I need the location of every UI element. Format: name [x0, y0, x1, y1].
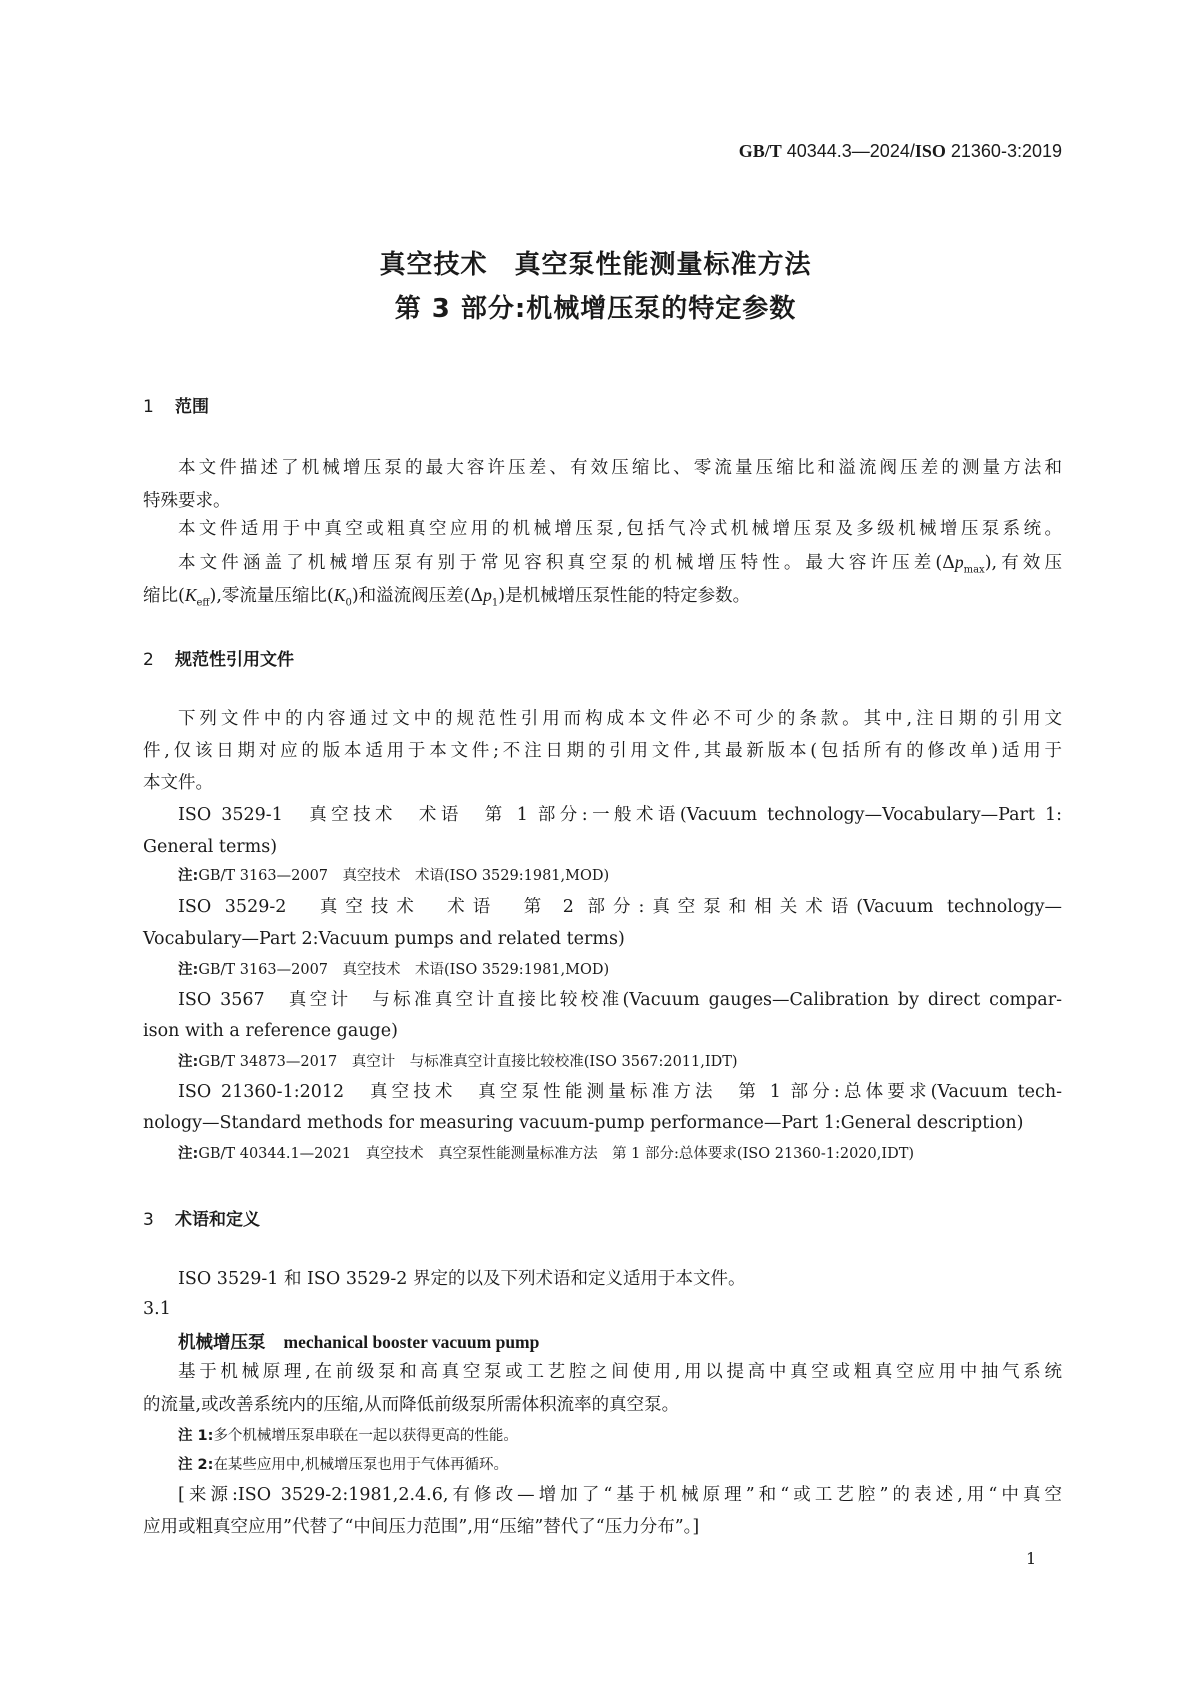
reference-line: ISO 3529-2 真空技术 术语 第 2 部分:真空泵和相关术语(Vacuum technology— [178, 897, 1062, 917]
paragraph-line: 特殊要求。 [143, 491, 231, 511]
paragraph-line: 缩比$(K_{eff})$,零流量压缩比$(K_0)$和溢流阀压差$(\Delta p_1)$是机械增压泵性能的特定参数。 [143, 585, 751, 609]
term-title: 机械增压泵 mechanical booster vacuum pump [178, 1332, 540, 1353]
reference-line: ISO 3529-1 真空技术 术语 第 1 部分:一般术语(Vacuum technology—Vocabulary—Part 1: [178, 805, 1062, 825]
paragraph-line: 件,仅该日期对应的版本适用于本文件;不注日期的引用文件,其最新版本(包括所有的修改单)适用于 [143, 741, 1062, 761]
document-code-header: GB/T 40344.3—2024/ISO 21360-3:2019 [738, 141, 1062, 161]
section-3-heading: 3 术语和定义 [143, 1210, 260, 1230]
paragraph-line: 下列文件中的内容通过文中的规范性引用而构成本文件必不可少的条款。其中,注日期的引用文 [178, 709, 1062, 729]
paragraph-line: ISO 3529-1 和 ISO 3529-2 界定的以及下列术语和定义适用于本文件。 [178, 1269, 746, 1289]
reference-line: nology—Standard methods for measuring vacuum-pump performance—Part 1:General description) [143, 1113, 1024, 1133]
paragraph-line: 本文件适用于中真空或粗真空应用的机械增压泵,包括气冷式机械增压泵及多级机械增压泵系统。 [178, 519, 1062, 539]
reference-note: 注:GB/T 3163—2007 真空技术 术语(ISO 3529:1981,MOD) [178, 868, 610, 884]
paragraph-line: 本文件描述了机械增压泵的最大容许压差、有效压缩比、零流量压缩比和溢流阀压差的测量方法和 [178, 458, 1062, 478]
term-note: 注 2:在某些应用中,机械增压泵也用于气体再循环。 [178, 1457, 509, 1473]
paragraph-line: 本文件。 [143, 773, 213, 793]
reference-line: General terms) [143, 837, 278, 857]
source-line: [来源:ISO 3529-2:1981,2.4.6,有修改—增加了“基于机械原理”和“或工艺腔”的表述,用“中真空 [178, 1485, 1062, 1505]
document-title-line1: 真空技术 真空泵性能测量标准方法 [379, 250, 812, 280]
term-number: 3.1 [143, 1299, 171, 1319]
page-number: 1 [1026, 1549, 1037, 1568]
definition-line: 的流量,或改善系统内的压缩,从而降低前级泵所需体积流率的真空泵。 [143, 1395, 680, 1415]
reference-note: 注:GB/T 34873—2017 真空计 与标准真空计直接比较校准(ISO 3567:2011,IDT) [178, 1054, 738, 1070]
reference-note: 注:GB/T 40344.1—2021 真空技术 真空泵性能测量标准方法 第 1 部分:总体要求(ISO 21360-1:2020,IDT) [178, 1146, 915, 1162]
paragraph-line: 本文件涵盖了机械增压泵有别于常见容积真空泵的机械增压特性。最大容许压差$(\Delta p_{max})$,有效压 [178, 552, 1062, 576]
section-1-heading: 1 范围 [143, 397, 209, 417]
document-title-line2: 第 3 部分:机械增压泵的特定参数 [394, 294, 797, 324]
reference-line: ISO 21360-1:2012 真空技术 真空泵性能测量标准方法 第 1 部分:总体要求(Vacuum tech- [178, 1082, 1062, 1102]
term-note: 注 1:多个机械增压泵串联在一起以获得更高的性能。 [178, 1428, 518, 1444]
reference-line: ison with a reference gauge) [143, 1021, 398, 1041]
reference-note: 注:GB/T 3163—2007 真空技术 术语(ISO 3529:1981,MOD) [178, 962, 610, 978]
section-2-heading: 2 规范性引用文件 [143, 650, 294, 670]
source-line: 应用或粗真空应用”代替了“中间压力范围”,用“压缩”替代了“压力分布”。] [143, 1517, 700, 1537]
reference-line: ISO 3567 真空计 与标准真空计直接比较校准(Vacuum gauges—Calibration by direct compar- [178, 990, 1062, 1010]
reference-line: Vocabulary—Part 2:Vacuum pumps and related terms) [143, 929, 625, 949]
definition-line: 基于机械原理,在前级泵和高真空泵或工艺腔之间使用,用以提高中真空或粗真空应用中抽气系统 [178, 1362, 1062, 1382]
